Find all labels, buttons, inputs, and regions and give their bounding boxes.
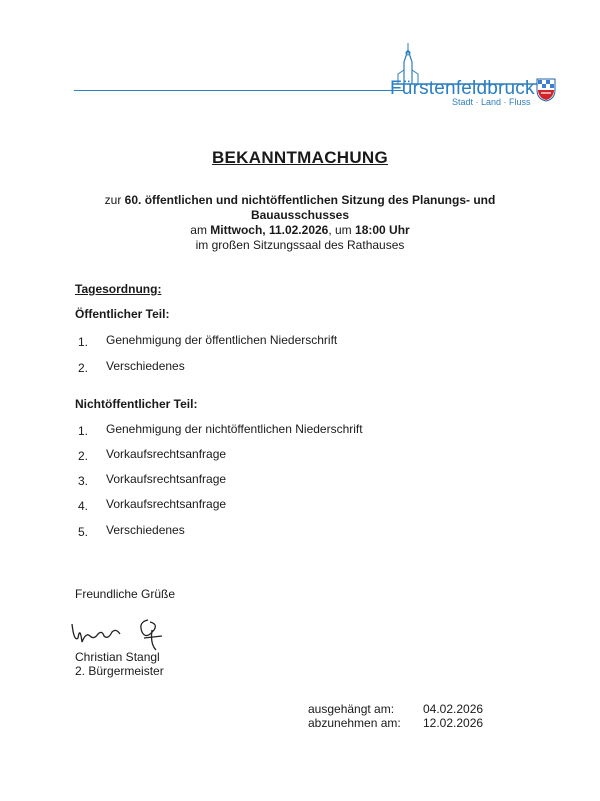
- coat-of-arms-icon: [536, 78, 556, 102]
- public-section-heading: Öffentlicher Teil:: [75, 307, 170, 321]
- list-item-number: 2.: [78, 361, 89, 375]
- signer-name: Christian Stangl: [75, 650, 160, 664]
- meeting-subject: [100, 193, 500, 223]
- private-section-heading: Nichtöffentlicher Teil:: [75, 397, 198, 411]
- agenda-label: Tagesordnung:: [75, 282, 162, 296]
- time-text: 18:00 Uhr: [355, 223, 410, 237]
- subject-text: 60. öffentlichen und nichtöffentlichen Sitzung des Planungs- und Bauausschusses: [124, 193, 496, 222]
- list-item: Genehmigung der öffentlichen Niederschrift: [106, 333, 338, 347]
- meeting-location: im großen Sitzungssaal des Rathauses: [195, 238, 405, 252]
- list-item: Vorkaufsrechtsanfrage: [106, 472, 227, 486]
- list-item: Vorkaufsrechtsanfrage: [106, 447, 227, 461]
- remove-label: abzunehmen am:: [308, 716, 401, 730]
- greeting: Freundliche Grüße: [75, 587, 176, 601]
- remove-date: 12.02.2026: [423, 716, 484, 730]
- page-title: BEKANNTMACHUNG: [211, 148, 389, 167]
- list-item-number: 3.: [78, 474, 89, 488]
- meeting-date: [100, 223, 500, 238]
- list-item: Vorkaufsrechtsanfrage: [106, 497, 227, 511]
- list-item: Genehmigung der nichtöffentlichen Niederschrift: [106, 422, 363, 436]
- date-text: Mittwoch, 11.02.2026: [210, 223, 329, 237]
- logo-title: Fürstenfeldbruck: [390, 78, 535, 99]
- posted-date: 04.02.2026: [423, 702, 484, 716]
- list-item-number: 1.: [78, 424, 89, 438]
- list-item-number: 4.: [78, 499, 89, 513]
- time-prefix: , um: [328, 223, 356, 237]
- list-item-number: 1.: [78, 335, 89, 349]
- logo-subtitle: Stadt · Land · Fluss: [452, 97, 531, 107]
- list-item: Verschiedenes: [106, 359, 185, 373]
- list-item-number: 5.: [78, 525, 89, 539]
- city-logo: [380, 38, 560, 108]
- signer-role: 2. Bürgermeister: [75, 664, 164, 678]
- subject-prefix: zur: [104, 193, 125, 207]
- header-rule: [74, 90, 404, 91]
- list-item-number: 2.: [78, 449, 89, 463]
- posted-label: ausgehängt am:: [308, 702, 395, 716]
- date-prefix: am: [190, 223, 211, 237]
- list-item: Verschiedenes: [106, 523, 185, 537]
